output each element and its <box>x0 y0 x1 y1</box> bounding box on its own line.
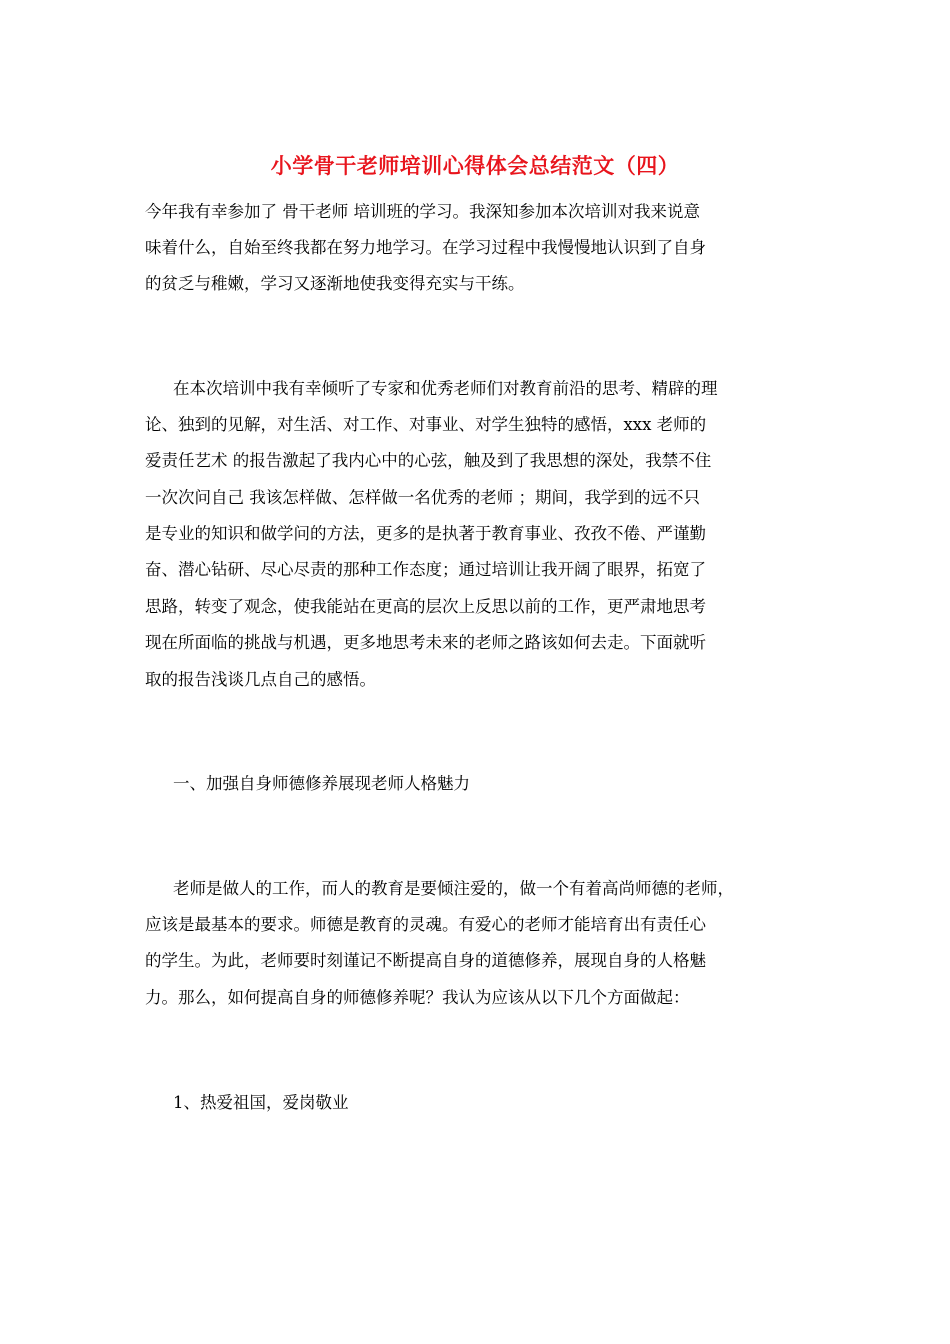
paragraph-2-line-3: 爱责任艺术 的报告激起了我内心中的心弦，触及到了我思想的深处，我禁不住 <box>145 451 712 470</box>
paragraph-1-line-3: 的贫乏与稚嫩，学习又逐渐地使我变得充实与干练。 <box>145 274 525 293</box>
paragraph-1-line-1: 今年我有幸参加了 骨干老师 培训班的学习。我深知参加本次培训对我来说意 <box>145 202 700 221</box>
paragraph-2-line-8: 现在所面临的挑战与机遇，更多地思考未来的老师之路该如何去走。下面就听 <box>145 633 706 652</box>
paragraph-2-line-4: 一次次问自己 我该怎样做、怎样做一名优秀的老师 ；期间，我学到的远不只 <box>145 488 700 507</box>
paragraph-2-line-6: 奋、潜心钻研、尽心尽责的那种工作态度；通过培训让我开阔了眼界，拓宽了 <box>145 560 706 579</box>
paragraph-1-line-2: 味着什么，自始至终我都在努力地学习。在学习过程中我慢慢地认识到了自身 <box>145 238 706 257</box>
paragraph-2-line-2: 论、独到的见解，对生活、对工作、对事业、对学生独特的感悟，xxx 老师的 <box>145 415 707 434</box>
paragraph-2-line-5: 是专业的知识和做学问的方法，更多的是执著于教育事业、孜孜不倦、严谨勤 <box>145 524 706 543</box>
section-heading-2: 1、热爱祖国，爱岗敬业 <box>173 1093 349 1112</box>
paragraph-2-line-9: 取的报告浅谈几点自己的感悟。 <box>145 670 376 689</box>
section-heading-1: 一、加强自身师德修养展现老师人格魅力 <box>173 774 470 793</box>
paragraph-2-line-1: 在本次培训中我有幸倾听了专家和优秀老师们对教育前沿的思考、精辟的理 <box>173 379 718 398</box>
paragraph-2-line-7: 思路，转变了观念，使我能站在更高的层次上反思以前的工作，更严肃地思考 <box>145 597 706 616</box>
paragraph-3-line-2: 应该是最基本的要求。师德是教育的灵魂。有爱心的老师才能培育出有责任心 <box>145 915 706 934</box>
paragraph-3-line-3: 的学生。为此，老师要时刻谨记不断提高自身的道德修养，展现自身的人格魅 <box>145 951 706 970</box>
paragraph-3-line-1: 老师是做人的工作，而人的教育是要倾注爱的，做一个有着高尚师德的老师， <box>173 879 734 898</box>
paragraph-3-line-4: 力。那么，如何提高自身的师德修养呢？我认为应该从以下几个方面做起： <box>145 988 690 1007</box>
document-title: 小学骨干老师培训心得体会总结范文（四） <box>270 153 680 178</box>
